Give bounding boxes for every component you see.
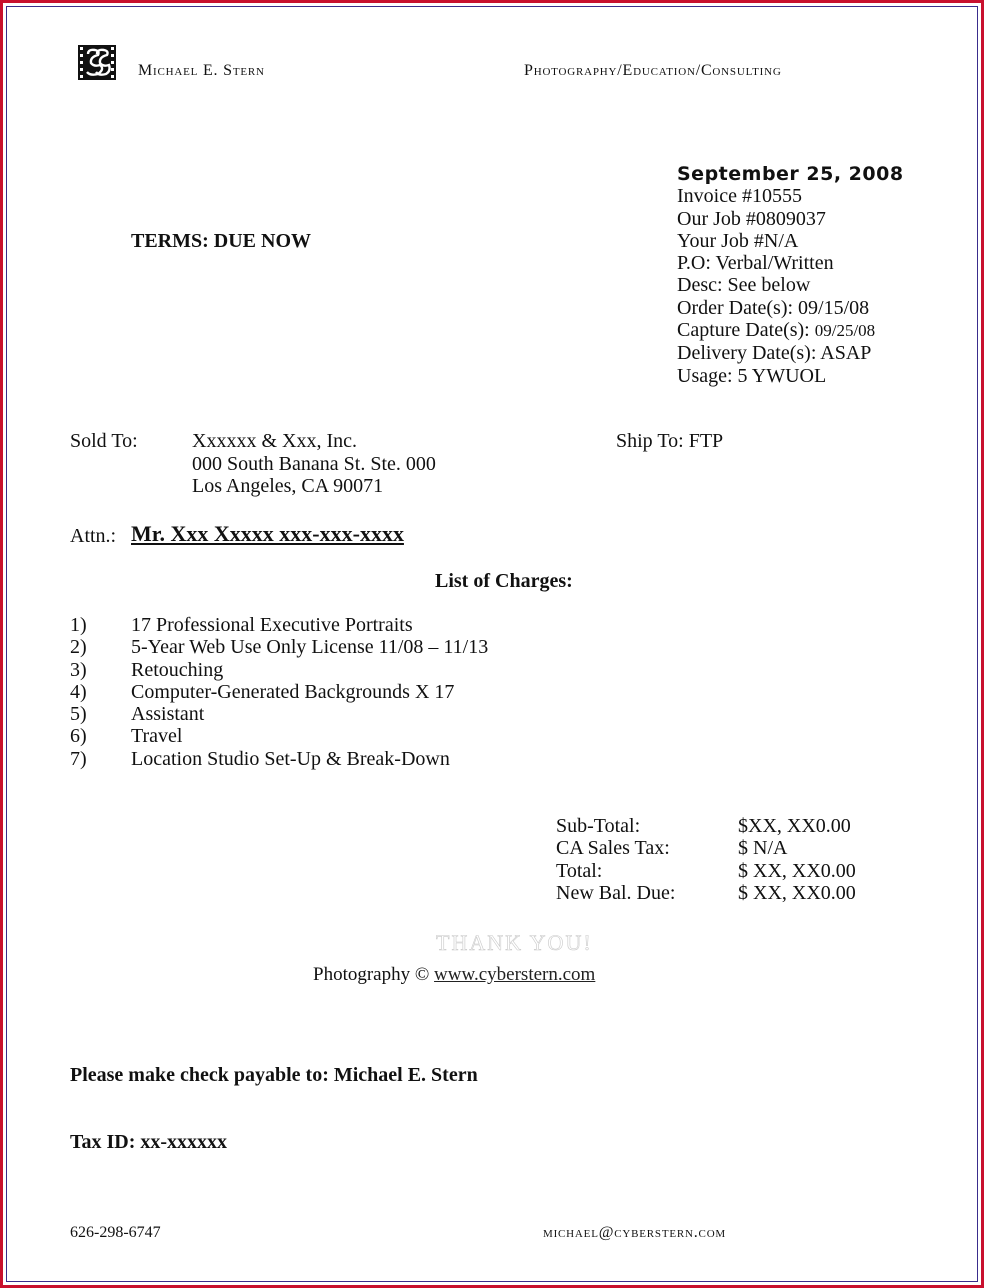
list-item <box>70 725 488 747</box>
item-number: 6) <box>70 725 87 748</box>
list-item <box>70 748 488 770</box>
brand-name: Michael E. Stern <box>138 62 265 79</box>
po-number: P.O: Verbal/Written <box>677 252 834 275</box>
totals-row <box>556 860 856 882</box>
list-item <box>70 614 488 636</box>
item-number: 7) <box>70 747 87 770</box>
totals-block <box>556 815 856 904</box>
charges-title: List of Charges: <box>435 570 573 592</box>
invoice-number: Invoice #10555 <box>677 185 802 208</box>
order-dates: Order Date(s): 09/15/08 <box>677 296 870 319</box>
our-job-number: Our Job #0809037 <box>677 207 826 230</box>
attn-label: Attn.: <box>70 525 117 547</box>
payable-to: Please make check payable to: Michael E. Stern <box>70 1064 478 1086</box>
totals-row <box>556 837 856 859</box>
totals-value: $ XX, XX0.00 <box>738 859 856 882</box>
charges-list <box>70 614 488 770</box>
payment-terms: TERMS: DUE NOW <box>131 230 312 252</box>
item-text: Computer-Generated Backgrounds X 17 <box>131 680 455 703</box>
description: Desc: See below <box>677 274 811 297</box>
item-text: 17 Professional Executive Portraits <box>131 614 413 636</box>
usage: Usage: 5 YWUOL <box>677 364 827 387</box>
footer-email: michael@cyberstern.com <box>543 1224 727 1241</box>
item-number: 3) <box>70 658 87 681</box>
tax-id: Tax ID: xx-xxxxxx <box>70 1131 228 1153</box>
item-text: Assistant <box>131 703 205 726</box>
totals-label: Sub-Total: <box>556 815 641 837</box>
sold-to-city: Los Angeles, CA 90071 <box>192 475 384 497</box>
sold-to-address <box>192 430 436 498</box>
invoice-date: September 25, 2008 <box>677 163 904 185</box>
item-text: Retouching <box>131 658 224 681</box>
item-number: 4) <box>70 680 87 703</box>
totals-value: $ N/A <box>738 837 788 860</box>
item-text: 5-Year Web Use Only License 11/08 – 11/13 <box>131 636 489 659</box>
sold-to-company: Xxxxxx & Xxx, Inc. <box>192 430 357 452</box>
ship-to: Ship To: FTP <box>616 430 724 452</box>
capture-dates-label: Capture Date(s): <box>677 319 810 342</box>
totals-label: New Bal. Due: <box>556 881 676 904</box>
invoice-meta <box>677 163 904 387</box>
item-number: 2) <box>70 636 87 659</box>
list-item <box>70 636 488 658</box>
totals-label: CA Sales Tax: <box>556 837 670 860</box>
footer-phone: 626-298-6747 <box>70 1224 161 1241</box>
capture-dates <box>677 319 904 342</box>
your-job-number: Your Job #N/A <box>677 229 799 252</box>
sold-to-street: 000 South Banana St. Ste. 000 <box>192 452 436 475</box>
delivery-dates: Delivery Date(s): ASAP <box>677 342 872 365</box>
item-number: 1) <box>70 614 87 636</box>
website-link[interactable]: www.cyberstern.com <box>434 964 596 985</box>
item-text: Travel <box>131 725 183 748</box>
item-text: Location Studio Set-Up & Break-Down <box>131 747 450 770</box>
attn-contact: Mr. Xxx Xxxxx xxx-xxx-xxxx <box>131 521 404 546</box>
capture-dates-value: 09/25/08 <box>814 321 876 341</box>
totals-row <box>556 882 856 904</box>
ss-film-logo-icon <box>78 45 116 80</box>
list-item <box>70 681 488 703</box>
list-item <box>70 703 488 725</box>
totals-value: $ XX, XX0.00 <box>738 881 856 904</box>
photo-credit <box>313 964 595 986</box>
list-item <box>70 659 488 681</box>
item-number: 5) <box>70 703 87 726</box>
totals-row <box>556 815 856 837</box>
thank-you-watermark: THANK YOU! <box>436 930 593 955</box>
sold-to-label: Sold To: <box>70 430 138 452</box>
totals-label: Total: <box>556 859 603 882</box>
totals-value: $XX, XX0.00 <box>738 815 851 837</box>
brand-tagline: Photography/Education/Consulting <box>524 62 782 79</box>
photo-credit-prefix: Photography © <box>313 964 430 985</box>
